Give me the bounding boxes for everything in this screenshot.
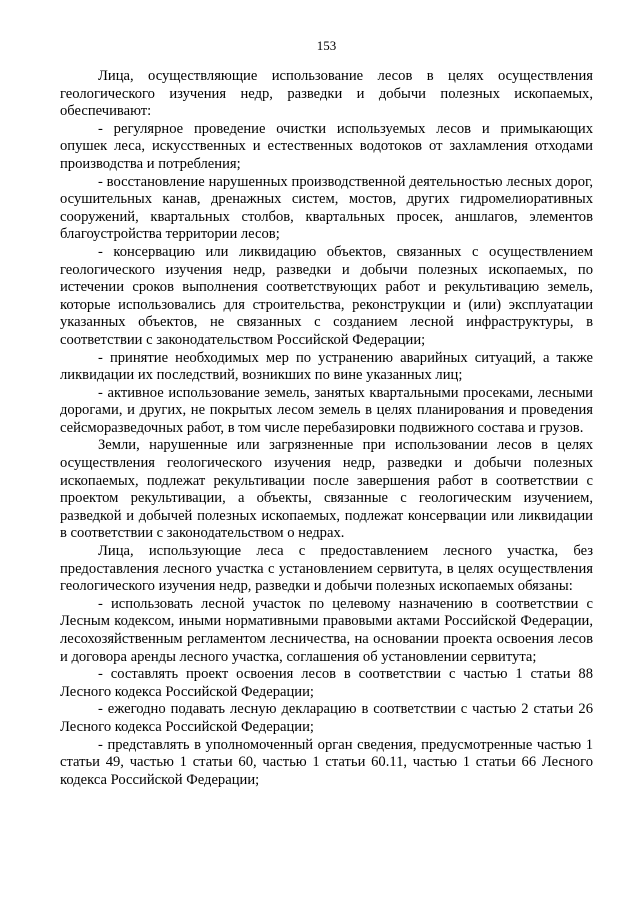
paragraph: - консервацию или ликвидацию объектов, связанных с осуществлением геологического изучения недр, разведки и добычи полезных ископаемых, по истечении сроков выполнения соответствующих работ и рекультивацию земель, которые использовались для строительства, реконструкции и (или) эксплуатации указанных объектов, не связанных с созданием лесной инфраструктуры, в соответствии с законодательством Российской Федерации; (60, 243, 593, 348)
paragraph: - составлять проект освоения лесов в соответствии с частью 1 статьи 88 Лесного кодекса Российской Федерации; (60, 666, 593, 700)
paragraph: - активное использование земель, занятых квартальными просеками, лесными дорогами, и других, не покрытых лесом земель в целях планирования и проведения сейсморазведочных работ, в том числе перебазировки подвижного состава и грузов. (60, 384, 593, 436)
paragraph: - принятие необходимых мер по устранению аварийных ситуаций, а также ликвидации их последствий, возникших по вине указанных лиц; (60, 349, 593, 384)
page-number: 153 (316, 38, 337, 53)
paragraph: - ежегодно подавать лесную декларацию в соответствии с частью 2 статьи 26 Лесного кодекса Российской Федерации; (60, 701, 593, 735)
paragraph: Лица, осуществляющие использование лесов в целях осуществления геологического изучения недр, разведки и добычи полезных ископаемых, обеспечивают: (60, 68, 593, 120)
paragraph: Земли, нарушенные или загрязненные при использовании лесов в целях осуществления геологического изучения недр, разведки и добычи полезных ископаемых, подлежат рекультивации после завершения работ в соответствии с проектом рекультивации, а объекты, связанные с геологическим изучением, разведкой и добычей полезных ископаемых, подлежат консервации или ликвидации в соответствии с законодательством о недрах. (60, 437, 593, 542)
paragraph: - представлять в уполномоченный орган сведения, предусмотренные частью 1 статьи 49, частью 1 статьи 60, частью 1 статьи 60.11, частью 1 статьи 66 Лесного кодекса Российской Федерации; (60, 736, 593, 788)
paragraph: - восстановление нарушенных производственной деятельностью лесных дорог, осушительных канав, дренажных систем, мостов, других гидромелиоративных сооружений, квартальных столбов, квартальных просек, аншлагов, элементов благоустройства территории лесов; (60, 173, 593, 243)
paragraph: - регулярное проведение очистки используемых лесов и примыкающих опушек леса, искусственных и естественных водотоков от захламления отходами производства и потребления; (60, 120, 593, 172)
document-page (60, 38, 593, 789)
paragraph: Лица, использующие леса с предоставлением лесного участка, без предоставления лесного участка с установлением сервитута, в целях осуществления геологического изучения недр, разведки и добычи полезных ископаемых обязаны: (60, 543, 593, 595)
paragraph: - использовать лесной участок по целевому назначению в соответствии с Лесным кодексом, иными нормативными правовыми актами Российской Федерации, лесохозяйственным регламентом лесничества, на основании проекта освоения лесов и договора аренды лесного участка, соглашения об установлении сервитута; (60, 595, 593, 665)
